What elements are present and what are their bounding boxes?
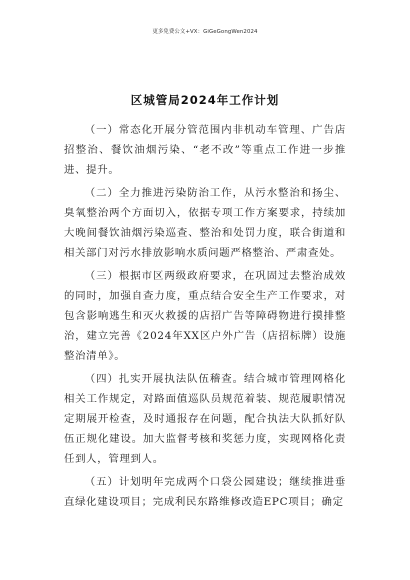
document-title: 区城管局2024年工作计划 [130,93,280,107]
document-body [64,120,346,515]
header-note: 更多免费公文+VX：GiGeGongWen2024 [152,29,258,35]
paragraph-5: （五）计划明年完成两个口袋公园建设；继续推进垂直绿化建设项目；完成利民东路维修改造EPC项目；确定 [64,476,346,508]
paragraph-4: （四）扎实开展执法队伍稽查。结合城市管理网格化相关工作规定，对路面值巡队员规范着装、规范履职情况定期展开检查，及时通报存在问题，配合执法大队抓好队伍正规化建设。加大监督考核和奖惩力度，实现网格化责任到人，管理到人。 [64,373,346,465]
paragraph-1: （一）常态化开展分管范围内非机动车管理、广告店招整治、餐饮油烟污染、“老不改”等重点工作进一步推进、提升。 [64,124,346,176]
paragraph-2: （二）全力推进污染防治工作，从污水整治和扬尘、臭氧整治两个方面切入，依据专项工作方案要求，持续加大晚间餐饮油烟污染巡查、整治和处罚力度，联合街道和相关部门对污水排放影响水质问题严格整治、严肃查处。 [64,187,346,259]
paragraph-3: （三）根据市区两级政府要求，在巩固过去整治成效的同时，加强自查力度，重点结合安全生产工作要求，对包含影响逃生和灭火救援的店招广告等障碍物进行摸排整治，建立完善《2024年XX区户外广告（店招标牌）设施整治清单》。 [64,270,346,362]
